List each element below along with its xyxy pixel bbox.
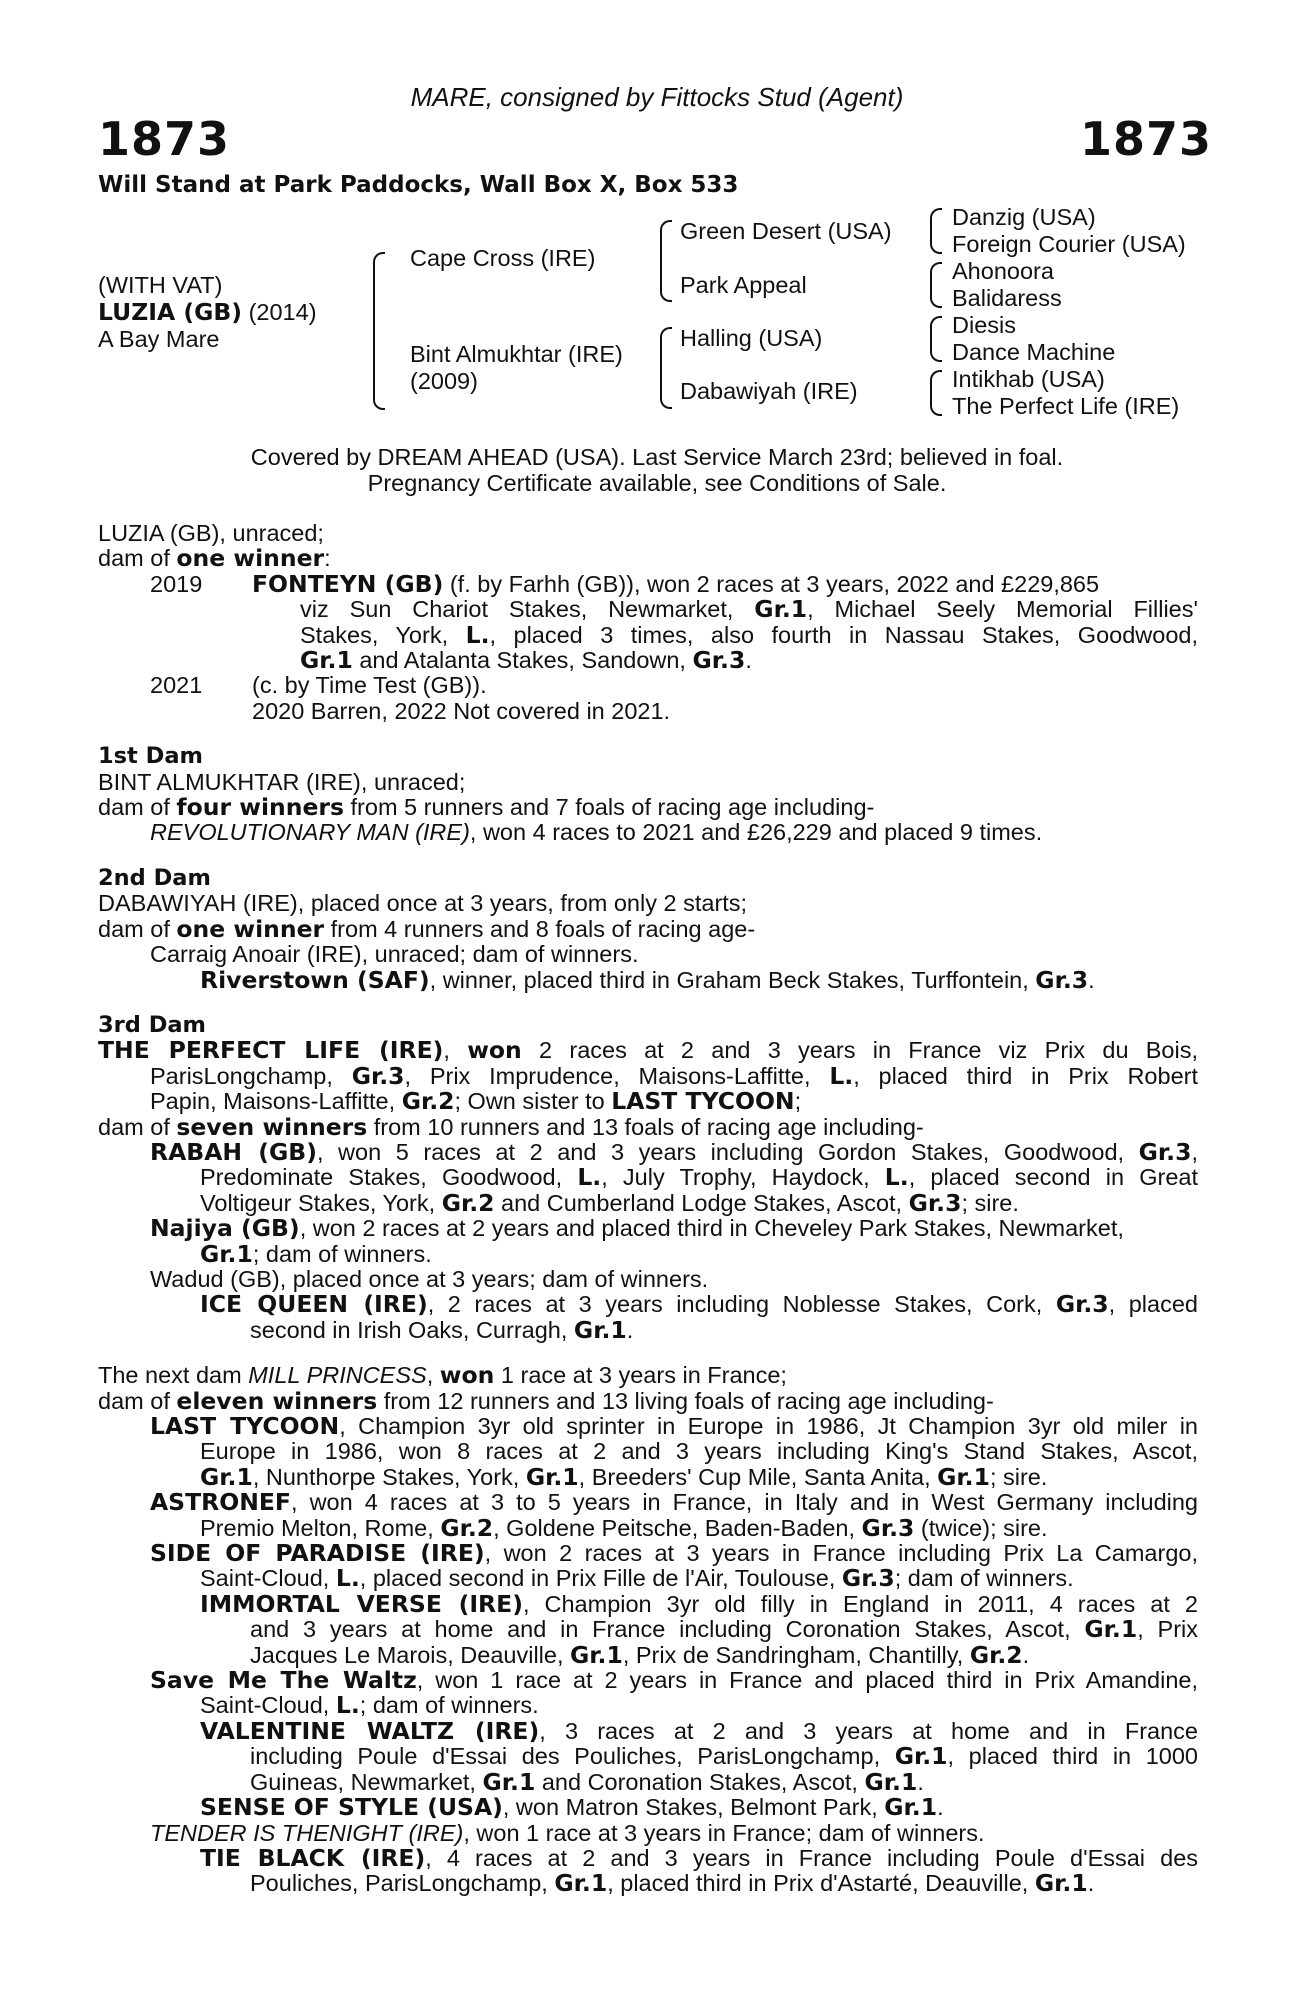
dam-line: ParisLongchamp, Gr.3, Prix Imprudence, Maisons-Laffitte, L., placed third in Prix Robert <box>150 1061 1198 1090</box>
dam-brace <box>660 367 672 409</box>
horse-name: LUZIA (GB) <box>98 298 243 326</box>
dam-line: Wadud (GB), placed once at 3 years; dam of winners. <box>150 1265 709 1292</box>
g-brace <box>930 338 942 362</box>
g-brace <box>930 284 942 308</box>
consignment-line: MARE, consigned by Fittocks Stud (Agent) <box>410 82 904 112</box>
dam-line: and 3 years at home and in France including Coronation Stakes, Ascot, Gr.1, Prix <box>250 1615 1198 1644</box>
produce-line: Gr.1 and Atalanta Stakes, Sandown, Gr.3. <box>300 646 752 675</box>
dam-line: Papin, Maisons-Laffitte, Gr.2; Own sister to LAST TYCOON; <box>150 1087 802 1116</box>
dam-sire: Halling (USA) <box>680 325 823 351</box>
pedigree-brace <box>373 338 385 410</box>
dam-line: THE PERFECT LIFE (IRE), won 2 races at 2 and 3 years in France viz Prix du Bois, <box>98 1036 1199 1065</box>
dam-year: (2009) <box>410 368 478 394</box>
dam-line: REVOLUTIONARY MAN (IRE), won 4 races to 2021 and £26,229 and placed 9 times. <box>150 819 1043 846</box>
sire: Cape Cross (IRE) <box>410 245 596 271</box>
section-heading: 2nd Dam <box>98 864 211 891</box>
catalogue-body <box>98 521 1198 1897</box>
gg-4: Balidaress <box>952 285 1062 311</box>
first-dam-section <box>98 744 1198 846</box>
dam-brace <box>660 327 672 369</box>
dam-line: Guineas, Newmarket, Gr.1 and Coronation Stakes, Ascot, Gr.1. <box>250 1767 924 1796</box>
next-dam-section <box>98 1363 1198 1897</box>
dam-line: Najiya (GB), won 2 races at 2 years and placed third in Cheveley Park Stakes, Newmarket, <box>150 1214 1124 1243</box>
lot-number-right: 1873 <box>1080 112 1213 166</box>
covered-line-1: Covered by DREAM AHEAD (USA). Last Service March 23rd; believed in foal. <box>250 444 1064 470</box>
dam-line: SIDE OF PARADISE (IRE), won 2 races at 3 years in France including Prix La Camargo, <box>150 1539 1198 1568</box>
g-brace <box>930 262 942 286</box>
sire-sire: Green Desert (USA) <box>680 218 892 244</box>
dam-line: Riverstown (SAF), winner, placed third in Graham Beck Stakes, Turffontein, Gr.3. <box>200 965 1095 994</box>
sire-brace <box>660 220 672 262</box>
dam-line: SENSE OF STYLE (USA), won Matron Stakes, Belmont Park, Gr.1. <box>200 1793 944 1822</box>
dam-line: Gr.1; dam of winners. <box>200 1239 432 1268</box>
dam-line: Premio Melton, Rome, Gr.2, Goldene Peitsche, Baden-Baden, Gr.3 (twice); sire. <box>200 1513 1048 1542</box>
dam-dam: Dabawiyah (IRE) <box>680 378 858 404</box>
dam-line: dam of eleven winners from 12 runners and 13 living foals of racing age including- <box>98 1386 994 1415</box>
produce-line: viz Sun Chariot Stakes, Newmarket, Gr.1, Michael Seely Memorial Fillies' <box>300 595 1198 624</box>
produce-line: 2021 (c. by Time Test (GB)). <box>150 672 487 699</box>
sire-dam: Park Appeal <box>680 272 807 298</box>
dam-line: Saint-Cloud, L.; dam of winners. <box>200 1691 539 1720</box>
gg-8: The Perfect Life (IRE) <box>952 393 1180 419</box>
third-dam-section <box>98 1013 1198 1343</box>
standing-location: Will Stand at Park Paddocks, Wall Box X, Box 533 <box>98 172 739 198</box>
gg-3: Ahonoora <box>952 258 1054 284</box>
dam-line: BINT ALMUKHTAR (IRE), unraced; <box>98 768 466 795</box>
dam-line: second in Irish Oaks, Curragh, Gr.1. <box>250 1315 634 1344</box>
horse-name-line <box>98 299 317 326</box>
dam-line: Jacques Le Marois, Deauville, Gr.1, Prix de Sandringham, Chantilly, Gr.2. <box>250 1640 1030 1669</box>
section-heading: 1st Dam <box>98 743 203 770</box>
dam-line: RABAH (GB), won 5 races at 2 and 3 years including Gordon Stakes, Goodwood, Gr.3, <box>150 1137 1198 1166</box>
covered-line-2: Pregnancy Certificate available, see Conditions of Sale. <box>367 470 947 496</box>
second-dam-section <box>98 866 1198 993</box>
dam-line: dam of seven winners from 10 runners and 13 foals of racing age including- <box>98 1112 924 1141</box>
dam-line: Carraig Anoair (IRE), unraced; dam of winners. <box>150 941 639 968</box>
gg-6: Dance Machine <box>952 339 1116 365</box>
gg-1: Danzig (USA) <box>952 204 1096 230</box>
dam-line: DABAWIYAH (IRE), placed once at 3 years, from only 2 starts; <box>98 890 748 917</box>
dam-line: Save Me The Waltz, won 1 race at 2 years in France and placed third in Prix Amandine, <box>150 1666 1198 1695</box>
g-brace <box>930 370 942 394</box>
produce-section <box>98 521 1198 724</box>
g-brace <box>930 208 942 232</box>
dam-line: dam of one winner from 4 runners and 8 foals of racing age- <box>98 914 756 943</box>
produce-line: 2019 FONTEYN (GB) (f. by Farhh (GB)), won 2 races at 3 years, 2022 and £229,865 <box>150 569 1100 598</box>
dam-line: ASTRONEF, won 4 races at 3 to 5 years in France, in Italy and in West Germany including <box>150 1488 1198 1517</box>
horse-year: (2014) <box>248 299 317 325</box>
covered-note <box>0 444 1314 496</box>
dam-line: ICE QUEEN (IRE), 2 races at 3 years including Noblesse Stakes, Cork, Gr.3, placed <box>200 1290 1198 1319</box>
dam-line: IMMORTAL VERSE (IRE), Champion 3yr old filly in England in 2011, 4 races at 2 <box>200 1589 1198 1618</box>
horse-description: A Bay Mare <box>98 326 220 352</box>
produce-line: LUZIA (GB), unraced; <box>98 520 324 546</box>
dam-line: Voltigeur Stakes, York, Gr.2 and Cumberland Lodge Stakes, Ascot, Gr.3; sire. <box>200 1188 1019 1217</box>
g-brace <box>930 316 942 340</box>
gg-2: Foreign Courier (USA) <box>952 231 1186 257</box>
dam-line: LAST TYCOON, Champion 3yr old sprinter in Europe in 1986, Jt Champion 3yr old miler in <box>150 1412 1198 1440</box>
vat-note: (WITH VAT) <box>98 272 223 298</box>
dam-line: VALENTINE WALTZ (IRE), 3 races at 2 and 3 years at home and in France <box>200 1716 1198 1745</box>
dam-line: including Poule d'Essai des Pouliches, ParisLongchamp, Gr.1, placed third in 1000 <box>250 1742 1198 1771</box>
produce-line: Stakes, York, L., placed 3 times, also fourth in Nassau Stakes, Goodwood, <box>300 620 1199 649</box>
pedigree-brace <box>373 252 385 340</box>
dam-line: Pouliches, ParisLongchamp, Gr.1, placed third in Prix d'Astarté, Deauville, Gr.1. <box>250 1869 1095 1898</box>
dam-line: Gr.1, Nunthorpe Stakes, York, Gr.1, Breeders' Cup Mile, Santa Anita, Gr.1; sire. <box>200 1462 1048 1491</box>
gg-5: Diesis <box>952 312 1016 338</box>
lot-number-left: 1873 <box>98 112 231 166</box>
produce-line: dam of one winner: <box>98 544 331 573</box>
dam-line: TENDER IS THENIGHT (IRE), won 1 race at 3 years in France; dam of winners. <box>150 1819 985 1846</box>
dam-line: The next dam MILL PRINCESS, won 1 race at 3 years in France; <box>98 1361 787 1390</box>
dam-line: Predominate Stakes, Goodwood, L., July Trophy, Haydock, L., placed second in Great <box>200 1163 1198 1192</box>
produce-line: 2020 Barren, 2022 Not covered in 2021. <box>252 697 671 724</box>
section-heading: 3rd Dam <box>98 1011 206 1038</box>
dam-line: Europe in 1986, won 8 races at 2 and 3 years including King's Stand Stakes, Ascot, <box>200 1438 1198 1465</box>
sire-brace <box>660 260 672 302</box>
dam-line: dam of four winners from 5 runners and 7 foals of racing age including- <box>98 793 875 822</box>
dam-line: TIE BLACK (IRE), 4 races at 2 and 3 years in France including Poule d'Essai des <box>200 1843 1199 1872</box>
dam-line: Saint-Cloud, L., placed second in Prix Fille de l'Air, Toulouse, Gr.3; dam of winners. <box>200 1564 1074 1593</box>
g-brace <box>930 230 942 254</box>
gg-7: Intikhab (USA) <box>952 366 1105 392</box>
g-brace <box>930 392 942 416</box>
dam: Bint Almukhtar (IRE) <box>410 341 623 367</box>
